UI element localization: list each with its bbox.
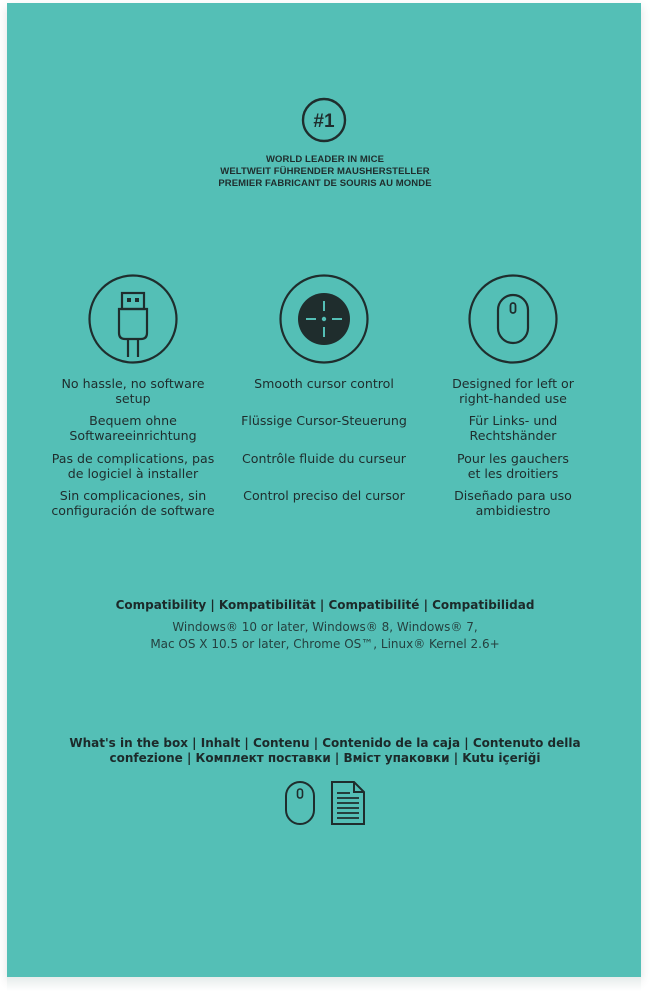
feature-no-software [38, 376, 228, 526]
package-shadow [7, 977, 641, 991]
feature-ambidextrous [418, 376, 608, 526]
feature-line: Smooth cursor control [254, 376, 394, 391]
feature-line: Control preciso del cursor [243, 488, 405, 503]
feature-line: right-handed use [459, 391, 567, 406]
feature-line: et les droitiers [467, 466, 559, 481]
feature-line: Pas de complications, pas [51, 451, 215, 466]
feature-line: Für Links- und [468, 413, 558, 428]
compatibility-title: Compatibility | Kompatibilität | Compatibilité | Compatibilidad [115, 598, 535, 612]
leader-line-de: WELTWEIT FÜHRENDER MAUSHERSTELLER [220, 166, 430, 177]
mouse-icon [283, 780, 317, 826]
feature-line: Designed for left or [452, 376, 574, 391]
optical-cursor-icon [278, 273, 370, 365]
feature-line: Bequem ohne [89, 413, 177, 428]
feature-line: Sin complicaciones, sin [59, 488, 207, 503]
feature-line: de logiciel à installer [67, 466, 199, 481]
number-one-badge-icon [299, 95, 349, 145]
feature-line: Flüssige Cursor-Steuerung [241, 413, 407, 428]
feature-cursor-control [229, 376, 419, 526]
ambidextrous-mouse-icon [467, 273, 559, 365]
feature-line: configuración de software [51, 503, 215, 518]
usb-plug-icon [87, 273, 179, 365]
leader-line-en: WORLD LEADER IN MICE [265, 154, 385, 165]
feature-line: Contrôle fluide du curseur [242, 451, 406, 466]
feature-line: Pour les gauchers [457, 451, 569, 466]
feature-line: Softwareeinrichtung [69, 428, 197, 443]
rank-badge-text: #1 [313, 111, 335, 132]
in-box-title-line-1: What's in the box | Inhalt | Contenu | Contenido de la caja | Contenuto della [69, 736, 581, 750]
compatibility-line-1: Windows® 10 or later, Windows® 8, Windows® 7, [172, 620, 478, 634]
leader-line-fr: PREMIER FABRICANT DE SOURIS AU MONDE [218, 178, 432, 189]
feature-line: setup [115, 391, 151, 406]
feature-line: Diseñado para uso [454, 488, 572, 503]
feature-line: No hassle, no software [61, 376, 205, 391]
compatibility-line-2: Mac OS X 10.5 or later, Chrome OS™, Linux® Kernel 2.6+ [150, 637, 500, 651]
feature-line: Rechtshänder [469, 428, 557, 443]
document-icon [329, 780, 367, 826]
in-box-title-line-2: confezione | Комплект поставки | Вміст упаковки | Kutu içeriği [109, 751, 541, 765]
feature-line: ambidiestro [475, 503, 551, 518]
